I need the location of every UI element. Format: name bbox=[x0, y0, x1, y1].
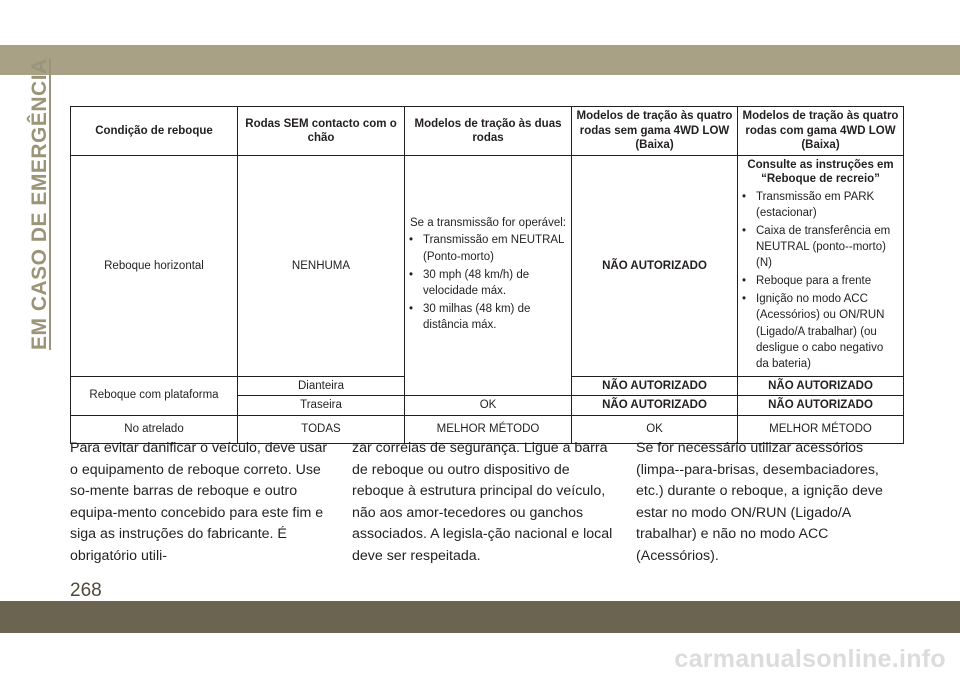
cell-wheels: Dianteira bbox=[238, 376, 405, 395]
paragraph-column-2: zar correias de segurança. Ligue a barra de reboque ou outro dispositivo de reboque à estrutura principal do veículo, não aos amor-tecedores ou ganchos associados. A legisla-ção nacional e local deve ser respeitada. bbox=[352, 440, 613, 564]
header-wheels: Rodas SEM contacto com o chão bbox=[238, 107, 405, 156]
cell-wheels: NENHUMA bbox=[238, 156, 405, 377]
cell-4wd-no-low: NÃO AUTORIZADO bbox=[572, 376, 738, 395]
cell-4wd-no-low: OK bbox=[572, 415, 738, 443]
list-item: • Reboque para a frente bbox=[742, 273, 899, 289]
section-title: EM CASO DE EMERGÊNCIA bbox=[28, 58, 51, 350]
cell-4wd-low: NÃO AUTORIZADO bbox=[738, 376, 904, 395]
cell-4wd-low: MELHOR MÉTODO bbox=[738, 415, 904, 443]
cell-4wd-low-flat bbox=[738, 156, 904, 377]
table-header-row bbox=[71, 107, 904, 156]
cell-condition: Reboque com plataforma bbox=[71, 376, 238, 415]
header-condition: Condição de reboque bbox=[71, 107, 238, 156]
list-item: • Transmissão em NEUTRAL (Ponto-morto) bbox=[409, 232, 567, 264]
two-wd-intro: Se a transmissão for operável: bbox=[410, 217, 566, 230]
four-wd-low-list bbox=[742, 189, 899, 372]
cell-4wd-no-low: NÃO AUTORIZADO bbox=[572, 156, 738, 377]
cell-2wd: OK bbox=[405, 396, 572, 415]
page-number: 268 bbox=[70, 580, 102, 601]
cell-wheels: Traseira bbox=[238, 396, 405, 415]
two-wd-list bbox=[409, 232, 567, 333]
list-item: • 30 mph (48 km/h) de velocidade máx. bbox=[409, 267, 567, 299]
list-item: • Ignição no modo ACC (Acessórios) ou ON/RUN (Ligado/A trabalhar) (ou desligue o cabo negativo da bateria) bbox=[742, 291, 899, 371]
cell-4wd-low: NÃO AUTORIZADO bbox=[738, 396, 904, 415]
table-row bbox=[71, 156, 904, 377]
header-4wd-low: Modelos de tração às quatro rodas com gama 4WD LOW (Baixa) bbox=[738, 107, 904, 156]
footer-band bbox=[0, 601, 960, 633]
list-item: • Caixa de transferência em NEUTRAL (ponto--morto) (N) bbox=[742, 223, 899, 271]
cell-2wd-flat bbox=[405, 156, 572, 396]
header-2wd: Modelos de tração às duas rodas bbox=[405, 107, 572, 156]
paragraph-column-1: Para evitar danificar o veículo, deve usar o equipamento de reboque correto. Use so-mente barras de reboque e outro equipa-mento concebido para este fim e siga as instruções do fabricante. É obrigatório utili- bbox=[70, 440, 328, 564]
header-band bbox=[0, 45, 960, 75]
four-wd-low-title: Consulte as instruções em “Reboque de recreio” bbox=[747, 159, 894, 186]
header-4wd-no-low: Modelos de tração às quatro rodas sem gama 4WD LOW (Baixa) bbox=[572, 107, 738, 156]
list-item: • 30 milhas (48 km) de distância máx. bbox=[409, 301, 567, 333]
cell-4wd-no-low: NÃO AUTORIZADO bbox=[572, 396, 738, 415]
watermark: carmanualsonline.info bbox=[674, 645, 946, 673]
cell-condition: Reboque horizontal bbox=[71, 156, 238, 377]
cell-condition: No atrelado bbox=[71, 415, 238, 443]
list-item: • Transmissão em PARK (estacionar) bbox=[742, 189, 899, 221]
towing-table bbox=[70, 106, 904, 444]
cell-wheels: TODAS bbox=[238, 415, 405, 443]
paragraph-column-3: Se for necessário utilizar acessórios (limpa--para-brisas, desembaciadores, etc.) durante o reboque, a ignição deve estar no modo ON/RUN (Ligado/A trabalhar) e não no modo ACC (Acessórios). bbox=[636, 440, 883, 564]
cell-2wd: MELHOR MÉTODO bbox=[405, 415, 572, 443]
